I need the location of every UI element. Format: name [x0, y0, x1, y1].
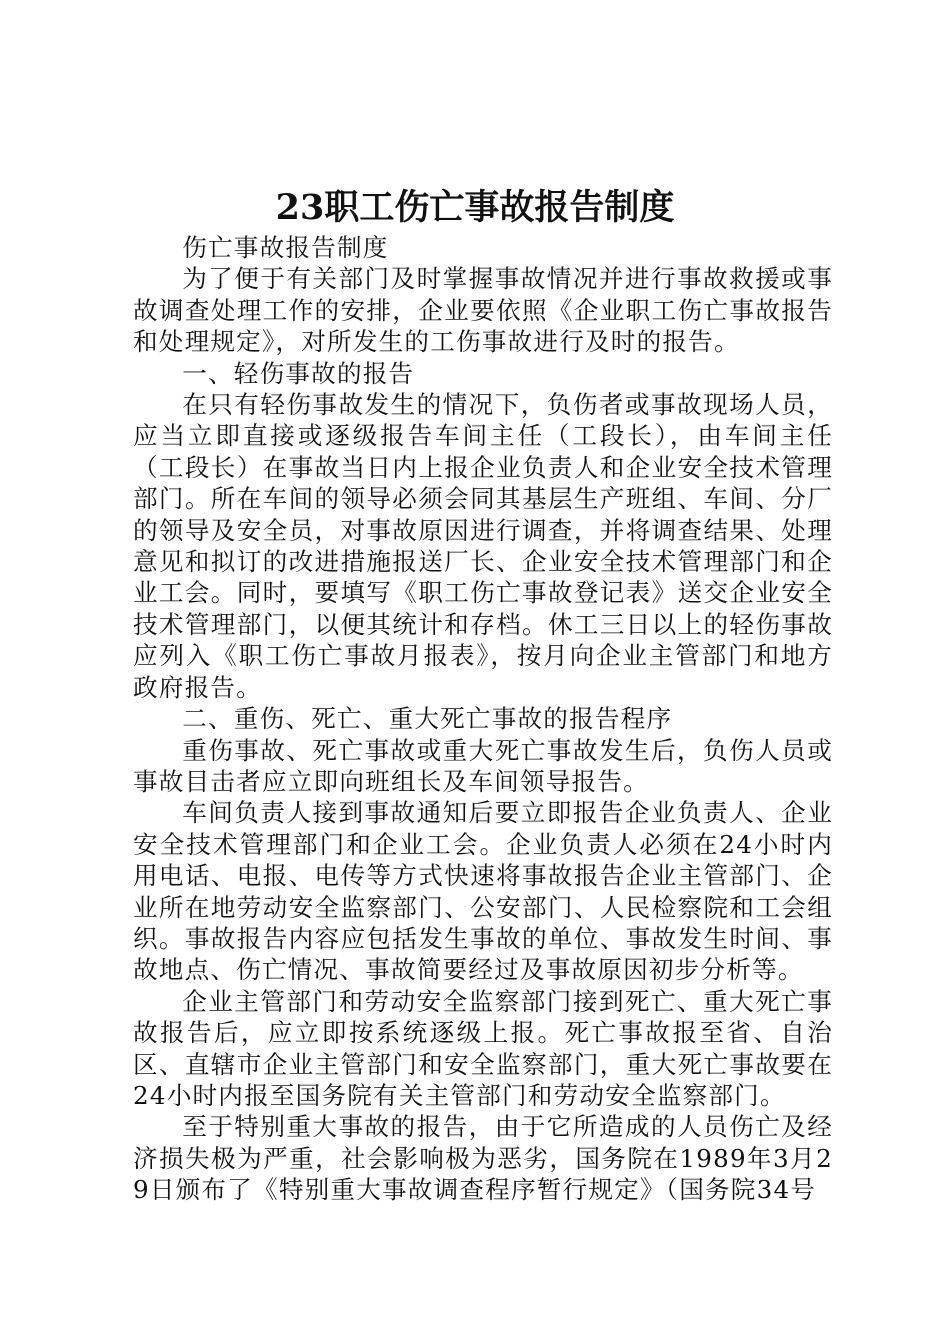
paragraph-major-accident: 至于特别重大事故的报告，由于它所造成的人员伤亡及经济损失极为严重，社会影响极为恶劣，国务院在1989年3月29日颁布了《特别重大事故调查程序暂行规定》（国务院34号 [133, 1112, 833, 1205]
paragraph-department-report: 企业主管部门和劳动安全监察部门接到死亡、重大死亡事故报告后，应立即按系统逐级上报。死亡事故报至省、自治区、直辖市企业主管部门和安全监察部门，重大死亡事故要在24小时内报至国务院有关主管部门和劳动安全监察部门。 [133, 986, 833, 1110]
paragraph-subtitle: 伤亡事故报告制度 [182, 233, 389, 262]
document-title: 23职工伤亡事故报告制度 [275, 187, 675, 228]
paragraph-minor-injury: 在只有轻伤事故发生的情况下，负伤者或事故现场人员，应当立即直接或逐级报告车间主任（工段长），由车间主任（工段长）在事故当日内上报企业负责人和企业安全技术管理部门。所在车间的领导必须会同其基层生产班组、车间、分厂的领导及安全员，对事故原因进行调查，并将调查结果、处理意见和拟订的改进措施报送厂长、企业安全技术管理部门和企业工会。同时，要填写《职工伤亡事故登记表》送交企业安全技术管理部门，以便其统计和存档。休工三日以上的轻伤事故应列入《职工伤亡事故月报表》，按月向企业主管部门和地方政府报告。 [133, 390, 833, 702]
section-heading-minor-injury: 一、轻伤事故的报告 [182, 358, 415, 388]
section-heading-serious-injury: 二、重伤、死亡、重大死亡事故的报告程序 [182, 704, 673, 734]
document-body [133, 232, 833, 1206]
paragraph-intro: 为了便于有关部门及时掌握事故情况并进行事故救援或事故调查处理工作的安排，企业要依照《企业职工伤亡事故报告和处理规定》，对所发生的工伤事故进行及时的报告。 [133, 264, 833, 357]
paragraph-serious-injury-report: 重伤事故、死亡事故或重大死亡事故发生后，负伤人员或事故目击者应立即向班组长及车间领导报告。 [133, 735, 833, 796]
paragraph-workshop-head: 车间负责人接到事故通知后要立即报告企业负责人、企业安全技术管理部门和企业工会。企业负责人必须在24小时内用电话、电报、电传等方式快速将事故报告企业主管部门、企业所在地劳动安全监察部门、公安部门、人民检察院和工会组织。事故报告内容应包括发生事故的单位、事故发生时间、事故地点、伤亡情况、事故简要经过及事故原因初步分析等。 [133, 798, 833, 985]
